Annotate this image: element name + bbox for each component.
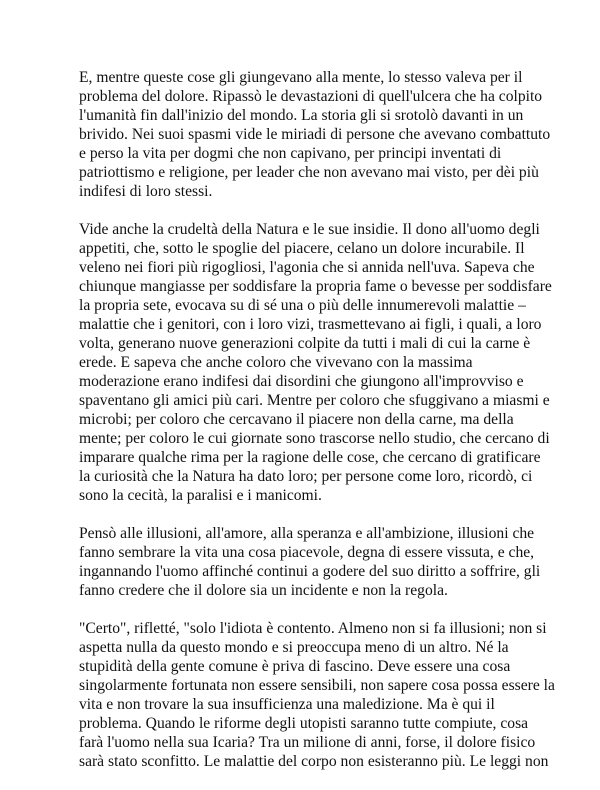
text-line: mente; per coloro le cui giornate sono trascorse nello studio, che cercano di [79,430,550,447]
text-line: problema. Quando le riforme degli utopisti saranno tutte compiute, cosa [79,715,529,732]
text-line: singolarmente fortunata non essere sensibili, non sapere cosa possa essere la [79,677,555,694]
text-line: volta, generano nuove generazioni colpite da tutti i mali di cui la carne è [79,335,531,352]
text-line: Pensò alle illusioni, all'amore, alla speranza e all'ambizione, illusioni che [79,525,535,542]
text-line: erede. E sapeva che anche coloro che vivevano con la massima [79,354,473,371]
body-text [79,68,555,790]
paragraph-4 [79,619,555,771]
text-line: la curiosità che la Natura ha dato loro; per persone come loro, ricordò, ci [79,468,533,485]
text-line: la propria sete, evocava su di sé una o più delle innumerevoli malattie – [79,297,526,314]
text-line: stupidità della gente comune è priva di fascino. Deve essere una cosa [79,658,511,675]
text-line: Vide anche la crudeltà della Natura e le sue insidie. Il dono all'uomo degli [79,221,540,238]
text-line: ingannando l'uomo affinché continui a godere del suo diritto a soffrire, gli [79,563,541,580]
text-line: l'umanità fin dall'inizio del mondo. La storia gli si srotolò davanti in un [79,107,524,124]
text-line: sono la cecità, la paralisi e i manicomi. [79,487,322,504]
text-line: indifesi di loro stessi. [79,183,213,200]
paragraph-1 [79,68,551,201]
text-line: sarà stato sconfitto. Le malattie del corpo non esisteranno più. Le leggi non [79,753,549,770]
text-line: moderazione erano indifesi dai disordini che giungono all'improvviso e [79,373,524,390]
text-line: imparare qualche rima per la ragione delle cose, che cercano di gratificare [79,449,541,466]
text-line: malattie che i genitori, con i loro vizi, trasmettevano ai figli, i quali, a loro [79,316,542,333]
text-line: veleno nei fiori più rigogliosi, l'agonia che si annida nell'uva. Sapeva che [79,259,535,276]
text-line: fanno credere che il dolore sia un incidente e non la regola. [79,582,448,599]
text-line: fanno sembrare la vita una cosa piacevole, degna di essere vissuta, e che, [79,544,535,561]
text-line: farà l'uomo nella sua Icaria? Tra un milione di anni, forse, il dolore fisico [79,734,536,751]
text-line: microbi; per coloro che cercavano il piacere non della carne, ma della [79,411,514,428]
text-line: spaventano gli amici più cari. Mentre per coloro che sfuggivano a miasmi e [79,392,550,409]
text-line: aspetta nulla da questo mondo e si preoccupa meno di un altro. Né la [79,639,509,656]
text-line: patriottismo e religione, per leader che non avevano mai visto, per dèi più [79,164,539,181]
paragraph-3 [79,524,539,600]
text-line: E, mentre queste cose gli giungevano alla mente, lo stesso valeva per il [79,69,523,86]
text-line: appetiti, che, sotto le spoglie del piacere, celano un dolore incurabile. Il [79,240,525,257]
text-line: brivido. Nei suoi spasmi vide le miriadi di persone che avevano combattuto [79,126,551,143]
text-line: "Certo", rifletté, "solo l'idiota è contento. Almeno non si fa illusioni; non si [79,620,547,637]
paragraph-2 [79,220,552,505]
text-line: chiunque mangiasse per soddisfare la propria fame o bevesse per soddisfare [79,278,552,295]
text-line: vita e non trovare la sua insufficienza una maledizione. Ma è qui il [79,696,495,713]
text-line: e perso la vita per dogmi che non capivano, per principi inventati di [79,145,502,162]
text-line: problema del dolore. Ripassò le devastazioni di quell'ulcera che ha colpito [79,88,543,105]
